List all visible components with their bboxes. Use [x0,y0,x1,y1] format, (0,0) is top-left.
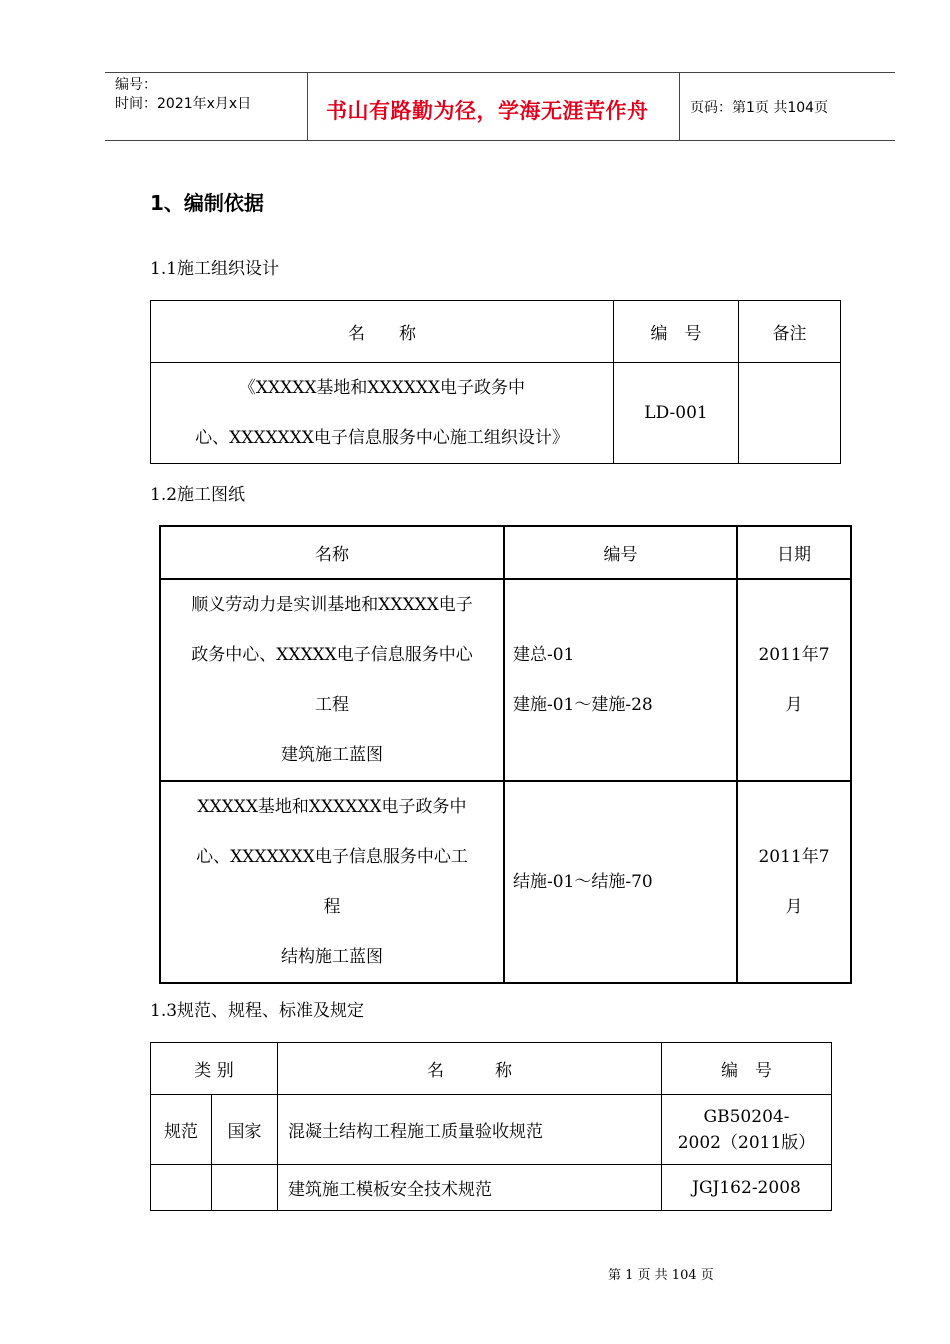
standards-header-name: 名 称 [278,1043,662,1095]
row2-name-line4: 结构施工蓝图 [281,947,383,967]
standards-row1-name: 混凝土结构工程施工质量验收规范 [278,1095,662,1165]
row1-code-line1: GB50204- [703,1106,790,1127]
row1-code-line1: 建总-01 [513,645,575,665]
drawings-row2-name [160,781,504,983]
row2-date-line2: 月 [785,897,803,917]
design-name-line1: 《XXXXX基地和XXXXXX电子政务中 [238,378,526,398]
subsection-1-2-title: 1.2施工图纸 [150,485,246,505]
row2-date-line1: 2011年7 [758,847,830,867]
header-bottom-rule [105,140,895,141]
row1-name-line3: 工程 [315,695,349,715]
standards-row2-name: 建筑施工模板安全技术规范 [278,1165,662,1211]
drawings-row1-name [160,579,504,781]
header-name: 名 称 [151,301,614,363]
design-note-cell [739,363,841,464]
standards-row1-cat2: 国家 [212,1095,278,1165]
design-code-cell: LD-001 [614,363,739,464]
drawings-row2-date [737,781,851,983]
standards-row2-code: JGJ162-2008 [662,1165,832,1211]
header-page-info: 页码：第1页 共104页 [690,100,829,116]
drawings-header-code: 编号 [504,526,737,579]
row2-name-line2: 心、XXXXXXX电子信息服务中心工 [196,847,468,867]
drawings-row1-code [504,579,737,781]
standards-row2-cat2 [212,1165,278,1211]
header-divider-right [679,73,680,140]
page-footer: 第 1 页 共 104 页 [608,1268,714,1283]
row1-name-line4: 建筑施工蓝图 [281,745,383,765]
row1-code-line2: 2002（2011版） [677,1132,816,1153]
row1-code-line2: 建施-01～建施-28 [513,695,653,715]
subsection-1-3-title: 1.3规范、规程、标准及规定 [150,1001,365,1021]
standards-table [150,1042,832,1211]
section-title: 1、编制依据 [150,191,264,215]
row1-name-line1: 顺义劳动力是实训基地和XXXXX电子 [191,595,473,615]
header-date-label: 时间：2021年x月x日 [115,96,252,112]
row1-date-line1: 2011年7 [758,645,830,665]
header-divider-left [307,73,308,140]
design-name-cell [151,363,614,464]
row2-code-line1: 结施-01～结施-70 [513,872,653,892]
header-motto: 书山有路勤为径，学海无涯苦作舟 [326,99,649,123]
standards-row1-code [662,1095,832,1165]
design-name-line2: 心、XXXXXXX电子信息服务中心施工组织设计》 [195,428,569,448]
drawings-row2-code [504,781,737,983]
construction-design-table [150,300,841,464]
drawings-table [159,525,852,984]
header-code-label: 编号： [115,77,157,93]
standards-header-code: 编 号 [662,1043,832,1095]
header-top-rule [105,72,895,73]
subsection-1-1-title: 1.1施工组织设计 [150,259,280,279]
drawings-header-date: 日期 [737,526,851,579]
standards-row1-cat1: 规范 [151,1095,212,1165]
row2-name-line1: XXXXX基地和XXXXXX电子政务中 [197,797,467,817]
drawings-header-name: 名称 [160,526,504,579]
standards-header-category: 类 别 [151,1043,278,1095]
drawings-row1-date [737,579,851,781]
header-note: 备注 [739,301,841,363]
header-code: 编 号 [614,301,739,363]
row1-name-line2: 政务中心、XXXXX电子信息服务中心 [191,645,473,665]
row2-name-line3: 程 [323,897,341,917]
row1-date-line2: 月 [785,695,803,715]
standards-row2-cat1 [151,1165,212,1211]
